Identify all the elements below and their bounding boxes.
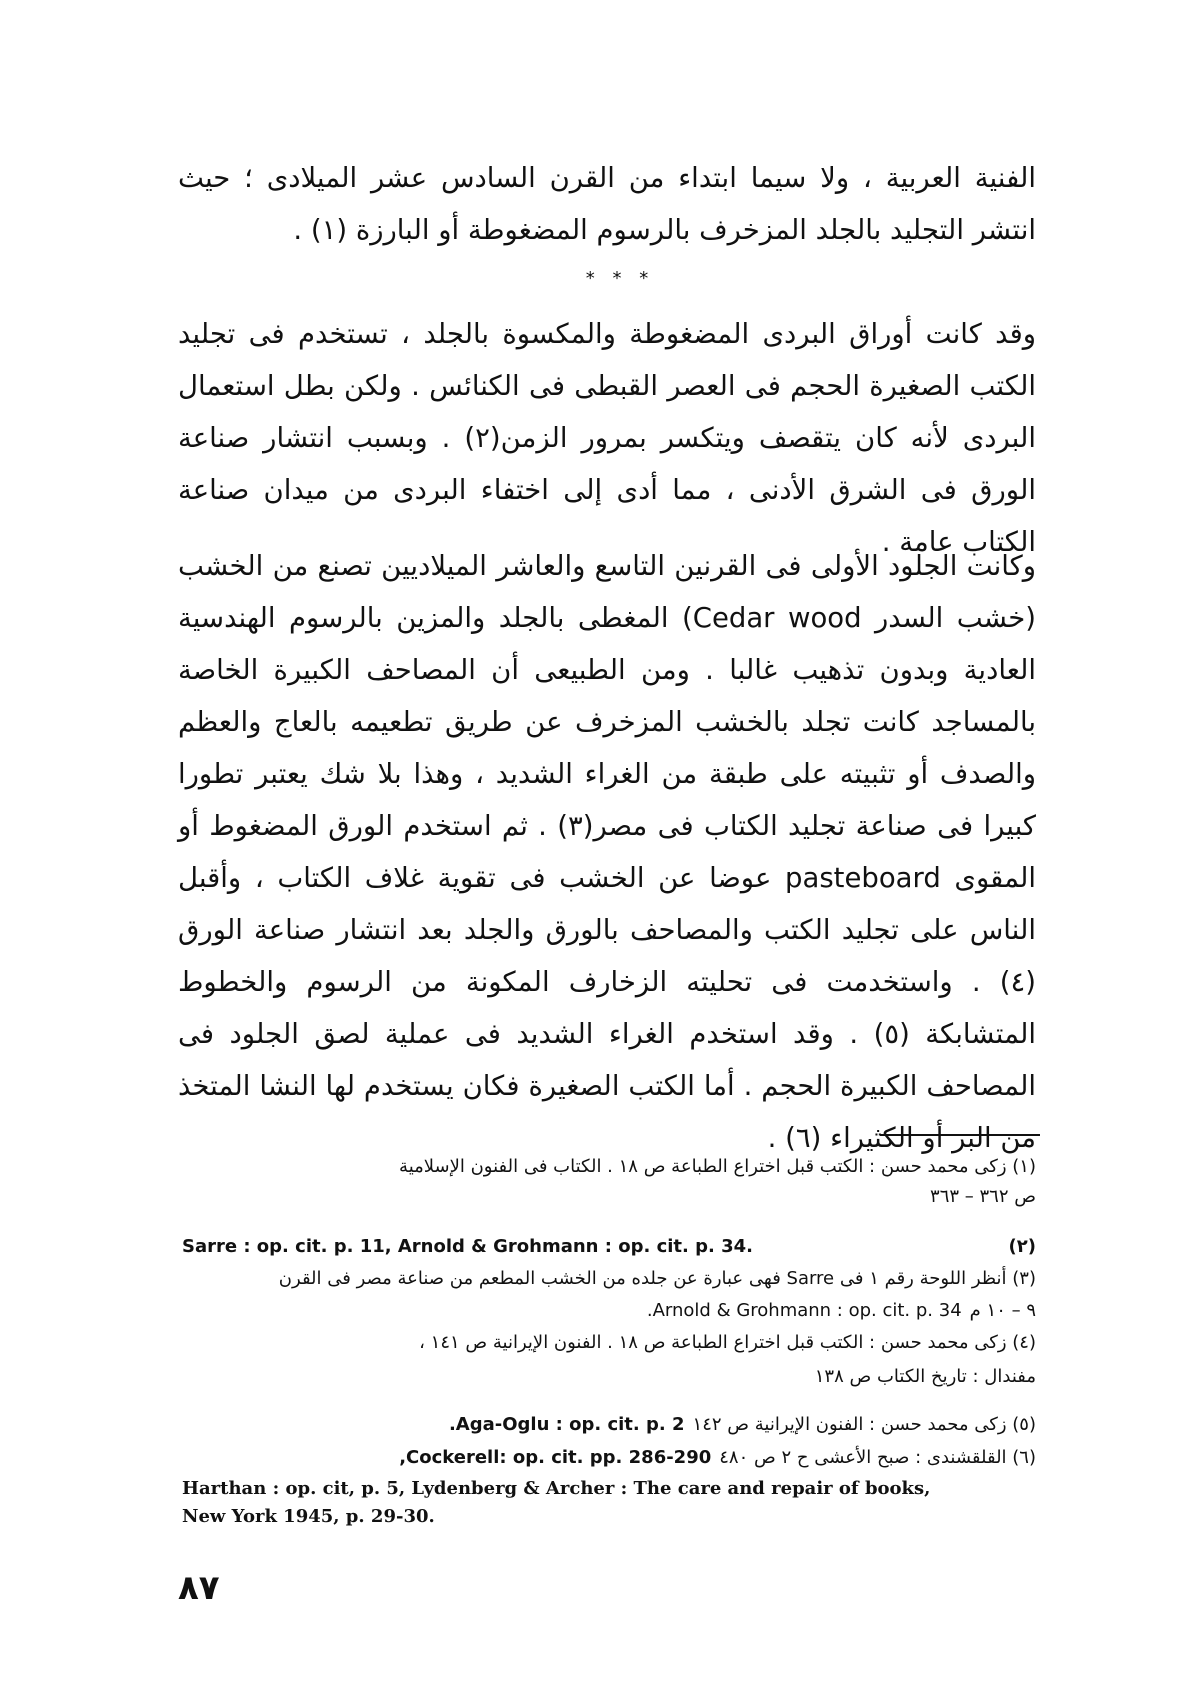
- footnote-6-line-2: Harthan : op. cit, p. 5, Lydenberg & Archer : The care and repair of books,: [182, 1478, 931, 1499]
- footnote-6: [182, 1443, 1036, 1473]
- footnote-6-citation: Cockerell: op. cit. pp. 286-290,: [399, 1447, 712, 1468]
- footnote-4-line-2: مفندال : تاريخ الكتاب ص ١٣٨: [814, 1366, 1036, 1387]
- footnote-5-citation: Aga-Oglu : op. cit. p. 2.: [448, 1414, 685, 1435]
- page-number: ٨٧: [178, 1568, 220, 1608]
- footnote-1-line-2: ص ٣٦٢ – ٣٦٣: [930, 1186, 1036, 1207]
- footnote-2-number: (٢): [1008, 1236, 1036, 1257]
- footnote-6-arabic: (٦) القلقشندى : صبح الأعشى ح ٢ ص ٤٨٠: [719, 1447, 1036, 1468]
- footnote-3-line-1: (٣) أنظر اللوحة رقم ١ فى Sarre فهى عبارة عن جلده من الخشب المطعم من صناعة مصر فى القرن: [278, 1268, 1036, 1289]
- footnote-2-citation: Sarre : op. cit. p. 11, Arnold & Grohmann : op. cit. p. 34.: [182, 1236, 753, 1257]
- paragraph-1: الفنية العربية ، ولا سيما ابتداء من القرن السادس عشر الميلادى ؛ حيث انتشر التجليد بالجلد المزخرف بالرسوم المضغوطة أو البارزة (١) .: [178, 162, 1036, 246]
- footnote-5: [182, 1410, 1036, 1440]
- footnote-3-century: ٩ – ١٠ م: [969, 1300, 1036, 1321]
- section-separator: * * *: [585, 268, 655, 289]
- paragraph-2: وقد كانت أوراق البردى المضغوطة والمكسوة بالجلد ، تستخدم فى تجليد الكتب الصغيرة الحجم فى العصر القبطى فى الكنائس . ولكن بطل استعمال البردى لأنه كان يتقصف ويتكسر بمرور الزمن(٢) . وبسبب انتشار صناعة الورق فى الشرق الأدنى ، مما أدى إلى اختفاء البردى من ميدان صناعة الكتاب عامة .: [178, 318, 1036, 558]
- footnote-divider: [880, 1134, 1040, 1136]
- footnote-4-line-1: (٤) زكى محمد حسن : الكتب قبل اختراع الطباعة ص ١٨ . الفنون الإيرانية ص ١٤١ ،: [419, 1332, 1036, 1353]
- footnote-2: [182, 1232, 1036, 1262]
- footnote-3-citation: Arnold & Grohmann : op. cit. p. 34.: [646, 1300, 962, 1321]
- footnote-5-arabic: (٥) زكى محمد حسن : الفنون الإيرانية ص ١٤٢: [692, 1414, 1036, 1435]
- paragraph-3: وكانت الجلود الأولى فى القرنين التاسع والعاشر الميلاديين تصنع من الخشب (خشب السدر Cedar wood) المغطى بالجلد والمزين بالرسوم الهندسية العادية وبدون تذهيب غالبا . ومن الطبيعى أن المصاحف الكبيرة الخاصة بالمساجد كانت تجلد بالخشب المزخرف عن طريق تطعيمه بالعاج والعظم والصدف أو تثبيته على طبقة من الغراء الشديد ، وهذا بلا شك يعتبر تطورا كبيرا فى صناعة تجليد الكتاب فى مصر(٣) . ثم استخدم الورق المضغوط أو المقوى pasteboard عوضا عن الخشب فى تقوية غلاف الكتاب ، وأقبل الناس على تجليد الكتب والمصاحف بالورق والجلد بعد انتشار صناعة الورق (٤) . واستخدمت فى تحليته الزخارف المكونة من الرسوم والخطوط المتشابكة (٥) . وقد استخدم الغراء الشديد فى عملية لصق الجلود فى المصاحف الكبيرة الحجم . أما الكتب الصغيرة فكان يستخدم لها النشا المتخذ من البر أو الكثيراء (٦) .: [178, 550, 1037, 1154]
- footnote-3-line-2: [182, 1296, 1036, 1326]
- footnote-6-line-3: New York 1945, p. 29-30.: [182, 1506, 435, 1527]
- footnote-1-line-1: (١) زكى محمد حسن : الكتب قبل اختراع الطباعة ص ١٨ . الكتاب فى الفنون الإسلامية: [399, 1156, 1036, 1177]
